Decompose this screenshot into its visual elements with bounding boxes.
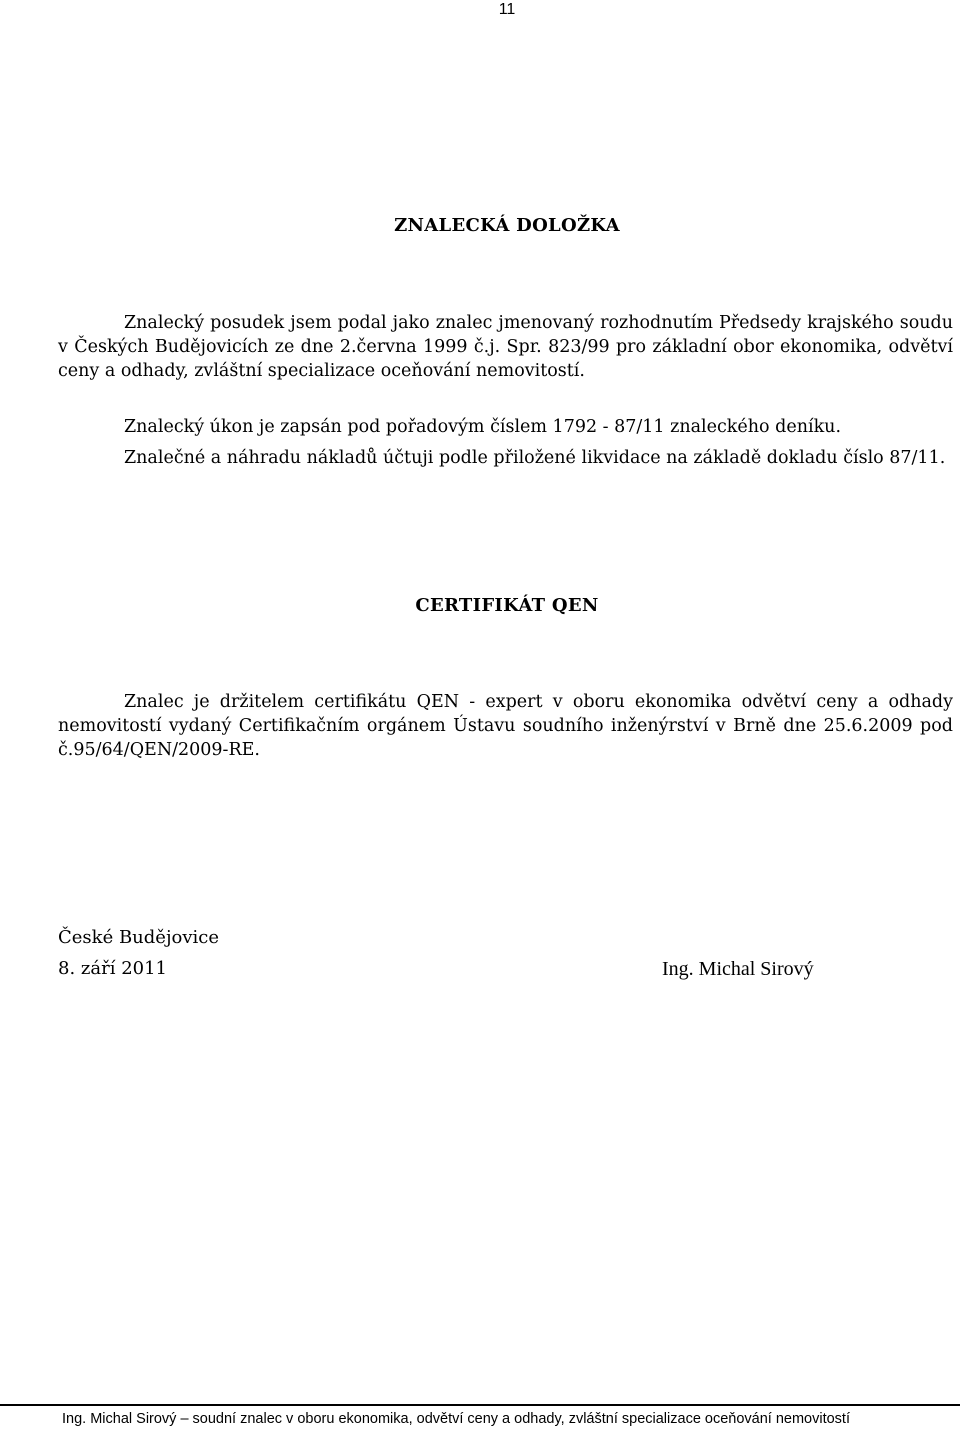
paragraph-registration: Znalecký úkon je zapsán pod pořadovým číslem 1792 - 87/11 znaleckého deníku. [124,417,842,437]
signature-place: České Budějovice [58,927,220,948]
paragraph-certificate: Znalec je držitelem certifikátu QEN - expert v oboru ekonomika odvětví ceny a odhady nemovitostí vydaný Certifikačním orgánem Ústavu soudního inženýrství v Brně dne 25.6.2009 pod č.95/64/QEN/2009-RE. [58,692,953,760]
page-number: 11 [498,1,516,18]
section-title-certifikat-qen: CERTIFIKÁT QEN [415,595,599,616]
section-title-znalecka-dolozka: ZNALECKÁ DOLOŽKA [394,215,620,236]
page-footer: Ing. Michal Sirový – soudní znalec v oboru ekonomika, odvětví ceny a odhady, zvláštní specializace oceňování nemovitostí [62,1411,850,1427]
signer-name: Ing. Michal Sirový [662,958,814,980]
signature-date: 8. září 2011 [58,958,168,979]
paragraph-appointment: Znalecký posudek jsem podal jako znalec jmenovaný rozhodnutím Předsedy krajského soudu v Českých Budějovicích ze dne 2.června 1999 č.j. Spr. 823/99 pro základní obor ekonomika, odvětví ceny a odhady, zvláštní specializace oceňování nemovitostí. [58,313,953,381]
footer-divider [0,1404,960,1406]
paragraph-fees: Znalečné a náhradu nákladů účtuji podle přiložené likvidace na základě dokladu číslo 87/11. [124,448,946,468]
